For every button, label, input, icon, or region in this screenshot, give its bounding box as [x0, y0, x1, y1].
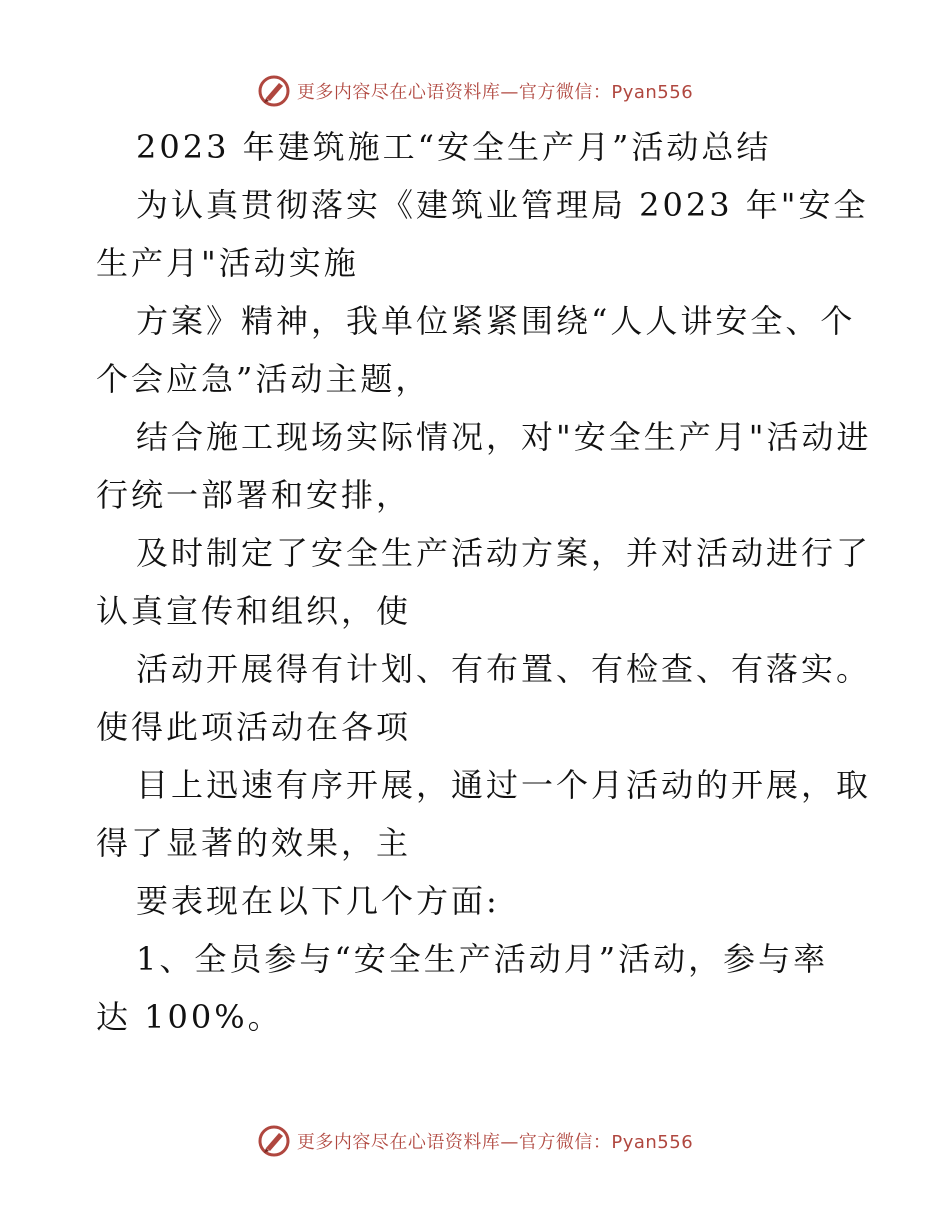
watermark-text: 更多内容尽在心语资料库—官方微信：Pyan556 [296, 1132, 694, 1153]
paragraph-line: 达 100%。 [96, 998, 283, 1036]
paragraph-line: 生产月"活动实施 [96, 244, 359, 282]
paragraph-line: 个会应急”活动主题， [96, 360, 431, 398]
paragraph-line: 活动开展得有计划、有布置、有检查、有落实。 [136, 650, 872, 688]
pen-logo-icon [257, 74, 291, 108]
paragraph-line: 1、全员参与“安全生产活动月”活动，参与率 [136, 940, 829, 978]
paragraph-line: 方案》精神，我单位紧紧围绕“人人讲安全、个 [136, 302, 856, 340]
header-watermark [0, 74, 950, 108]
footer-watermark [0, 1124, 950, 1158]
paragraph-line: 目上迅速有序开展，通过一个月活动的开展，取 [136, 766, 872, 804]
paragraph-line: 认真宣传和组织，使 [96, 592, 412, 630]
paragraph-line: 为认真贯彻落实《建筑业管理局 2023 年"安全 [136, 186, 869, 224]
paragraph-line: 要表现在以下几个方面: [136, 882, 500, 920]
paragraph-line: 及时制定了安全生产活动方案，并对活动进行了 [136, 534, 872, 572]
paragraph-line: 使得此项活动在各项 [96, 708, 412, 746]
document-title: 2023 年建筑施工“安全生产月”活动总结 [136, 128, 772, 166]
pen-logo-icon [257, 1124, 291, 1158]
document-body [96, 118, 872, 1046]
watermark-text: 更多内容尽在心语资料库—官方微信：Pyan556 [296, 82, 694, 103]
paragraph-line: 得了显著的效果，主 [96, 824, 412, 862]
paragraph-line: 行统一部署和安排， [96, 476, 412, 514]
paragraph-line: 结合施工现场实际情况，对"安全生产月"活动进 [136, 418, 872, 456]
